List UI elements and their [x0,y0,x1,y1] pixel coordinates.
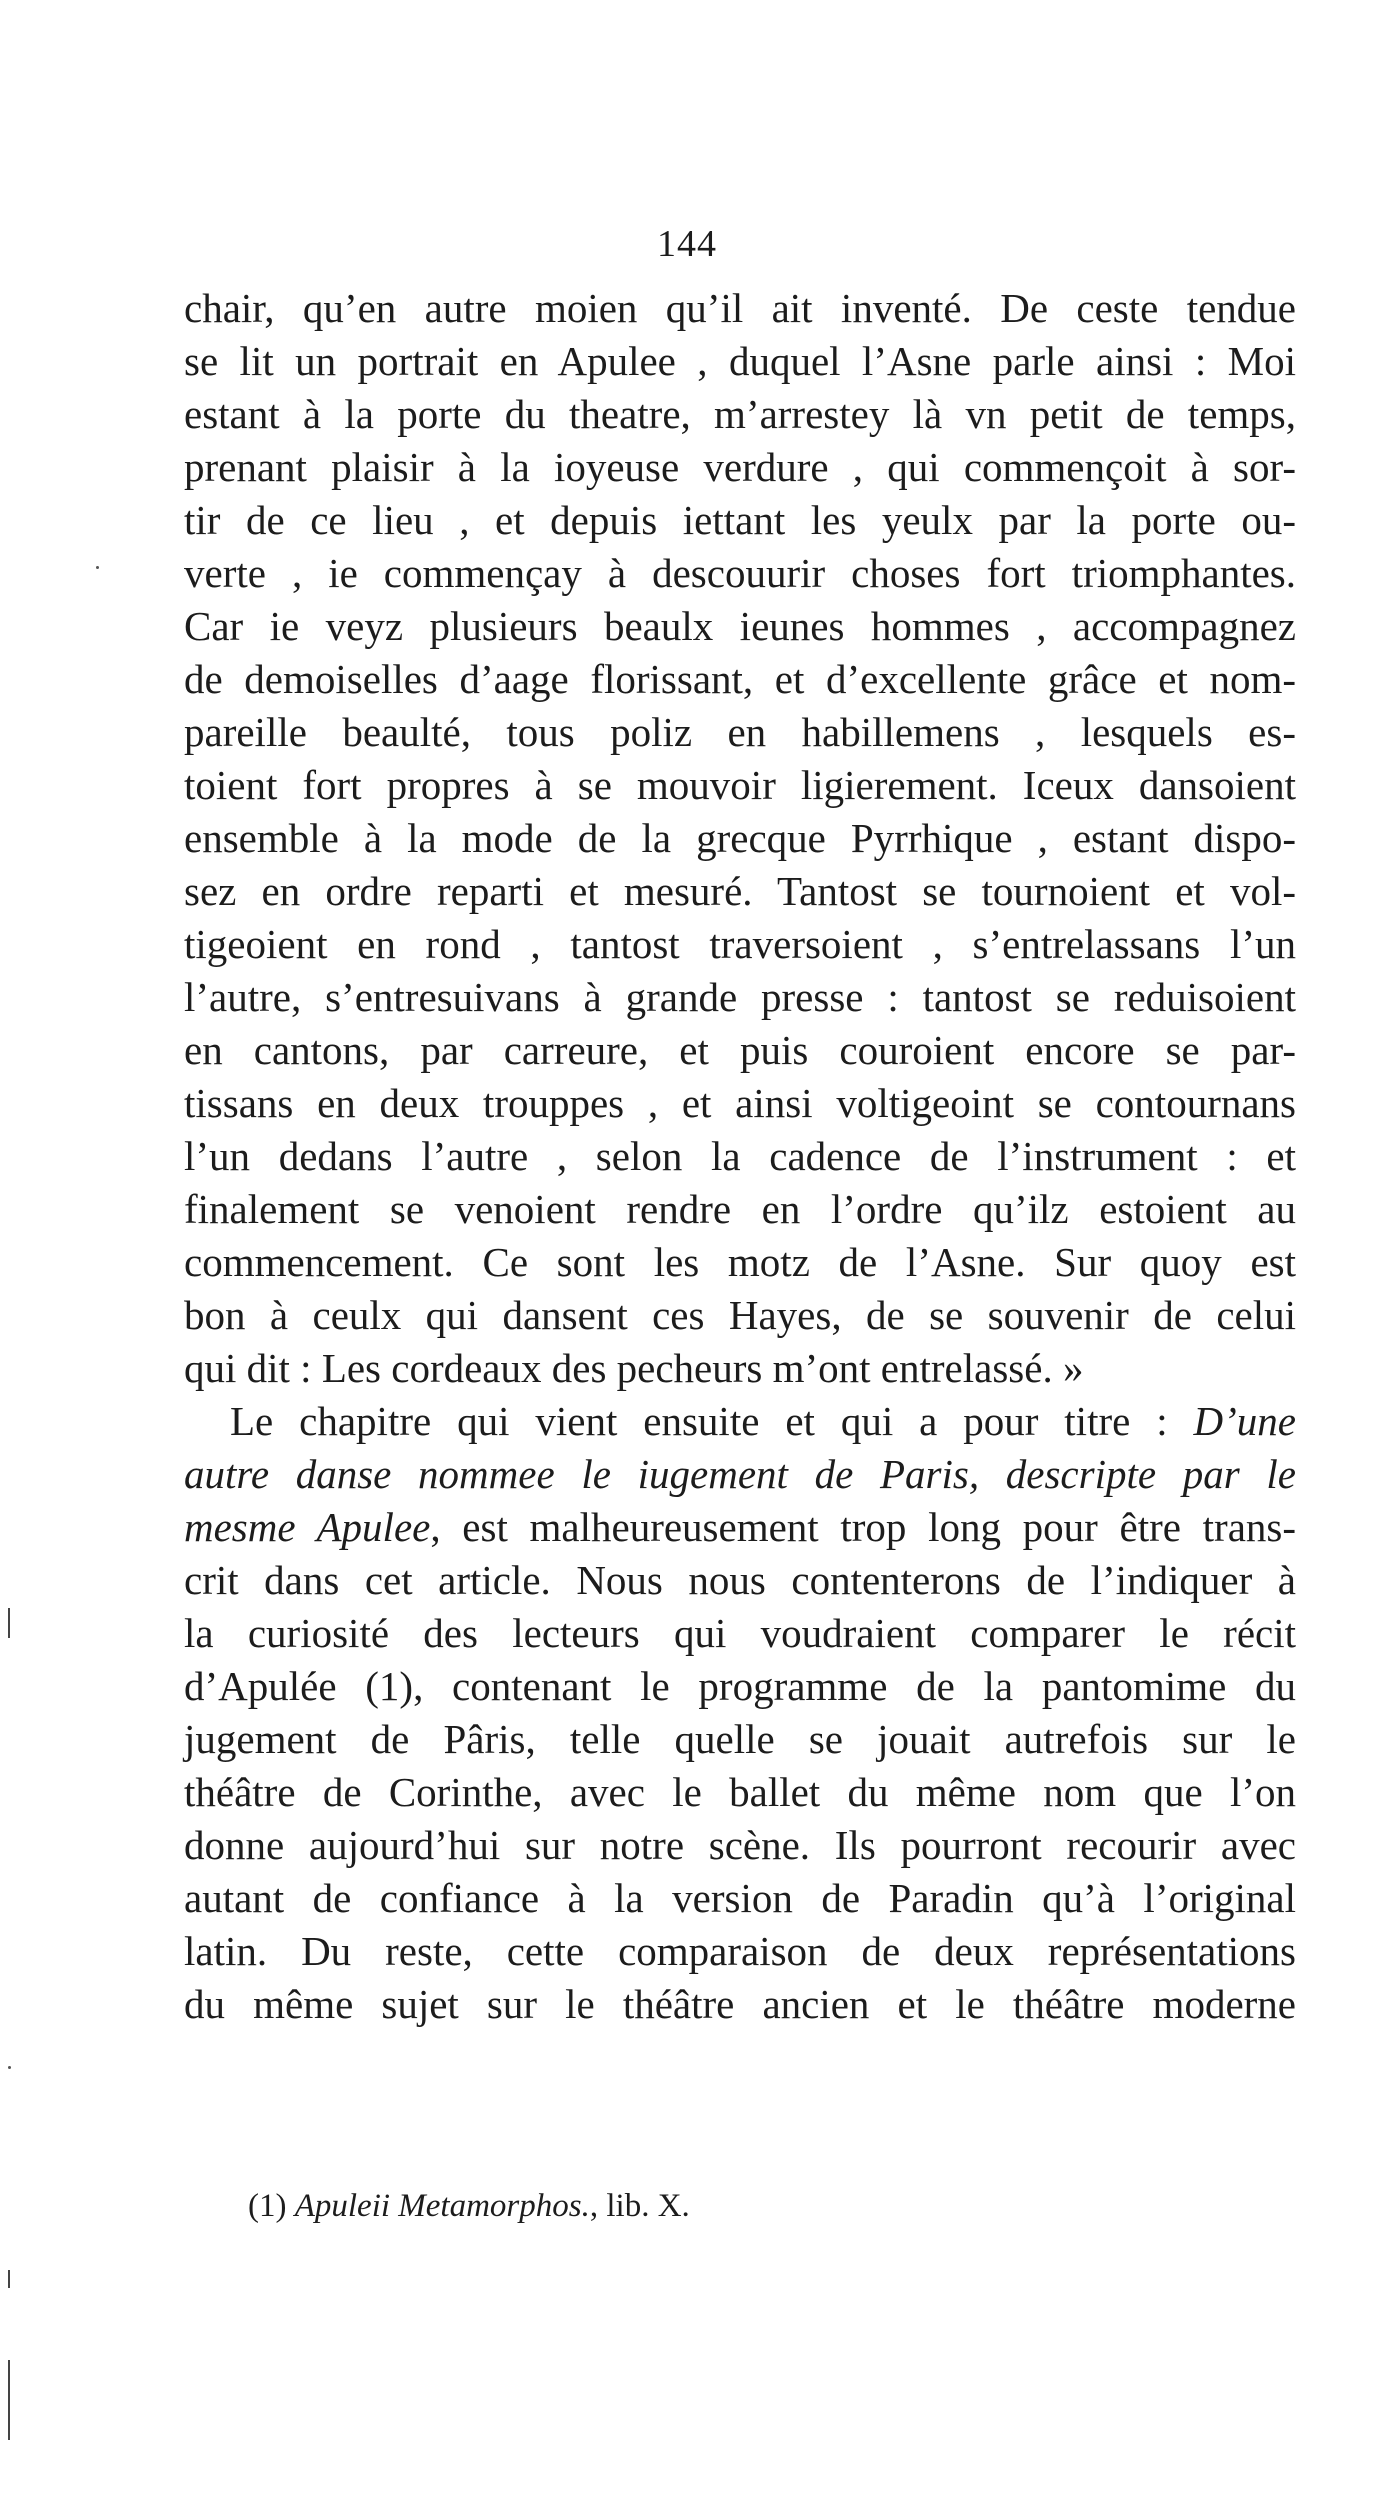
page-number: 144 [657,223,717,265]
text-line [184,1395,1296,1448]
text-line: prenant plaisir à la ioyeuse verdure , qui commençoit à sor- [184,444,1296,490]
text-line: pareille beaulté, tous poliz en habillemens , lesquels es- [184,709,1296,755]
scan-margin-mark [8,2360,10,2440]
text-line: de demoiselles d’aage florissant, et d’excellente grâce et nom- [184,656,1296,702]
text-line: estant à la porte du theatre, m’arrestey là vn petit de temps, [184,391,1296,437]
text-line: du même sujet sur le théâtre ancien et le théâtre moderne [184,1981,1296,2027]
text-line: d’Apulée (1), contenant le programme de la pantomime du [184,1663,1296,1709]
text-line: la curiosité des lecteurs qui voudraient comparer le récit [184,1610,1296,1656]
text-line: en cantons, par carreure, et puis couroient encore se par- [184,1027,1296,1073]
text-line: verte , ie commençay à descouurir choses fort triomphantes. [184,550,1296,596]
body-text [184,282,1296,2031]
text-line: tissans en deux trouppes , et ainsi voltigeoint se contournans [184,1080,1296,1126]
text-line: bon à ceulx qui dansent ces Hayes, de se souvenir de celui [184,1292,1296,1338]
text-line: toient fort propres à se mouvoir ligierement. Iceux dansoient [184,762,1296,808]
text-line: chair, qu’en autre moien qu’il ait inventé. De ceste tendue [184,285,1296,331]
text-line: latin. Du reste, cette comparaison de deux représentations [184,1928,1296,1974]
text-line: tigeoient en rond , tantost traversoient , s’entrelassans l’un [184,921,1296,967]
footnote-title: Apuleii Metamorphos. [294,2188,590,2224]
text-line: qui dit : Les cordeaux des pecheurs m’ont entrelassé. » [184,1345,1084,1391]
text-line: crit dans cet article. Nous nous contenterons de l’indiquer à [184,1557,1296,1603]
text-line: finalement se venoient rendre en l’ordre qu’ilz estoient au [184,1186,1296,1232]
text-line: donne aujourd’hui sur notre scène. Ils pourront recourir avec [184,1822,1296,1868]
line-text: Le chapitre qui vient ensuite et qui a pour titre : [230,1398,1194,1444]
text-line: ensemble à la mode de la grecque Pyrrhique , estant dispo- [184,815,1296,861]
italic-title: D’une [1193,1398,1296,1444]
italic-title: mesme Apulee [184,1504,431,1550]
text-line: l’un dedans l’autre , selon la cadence de l’instrument : et [184,1133,1296,1179]
line-text: , est malheureusement trop long pour être trans- [430,1504,1296,1550]
italic-title-line: autre danse nommee le iugement de Paris, descripte par le [184,1451,1296,1497]
text-line: jugement de Pâris, telle quelle se jouait autrefois sur le [184,1716,1296,1762]
scan-margin-mark [8,2270,10,2288]
text-line: théâtre de Corinthe, avec le ballet du même nom que l’on [184,1769,1296,1815]
text-line: sez en ordre reparti et mesuré. Tantost se tournoient et vol- [184,868,1296,914]
text-line: se lit un portrait en Apulee , duquel l’Asne parle ainsi : Moi [184,338,1296,384]
text-line: autant de confiance à la version de Paradin qu’à l’original [184,1875,1296,1921]
text-line [184,1501,1296,1554]
text-line: l’autre, s’entresuivans à grande presse : tantost se reduisoient [184,974,1296,1020]
scan-margin-mark [8,1608,10,1638]
footnote-reference: , lib. X. [589,2188,690,2224]
scan-margin-dot [96,566,99,569]
footnote-marker: (1) [248,2188,295,2224]
text-line: tir de ce lieu , et depuis iettant les yeulx par la porte ou- [184,497,1296,543]
scan-margin-dot [8,2066,11,2069]
footnote [248,2188,690,2225]
text-line: Car ie veyz plusieurs beaulx ieunes hommes , accompagnez [184,603,1296,649]
text-line: commencement. Ce sont les motz de l’Asne. Sur quoy est [184,1239,1296,1285]
